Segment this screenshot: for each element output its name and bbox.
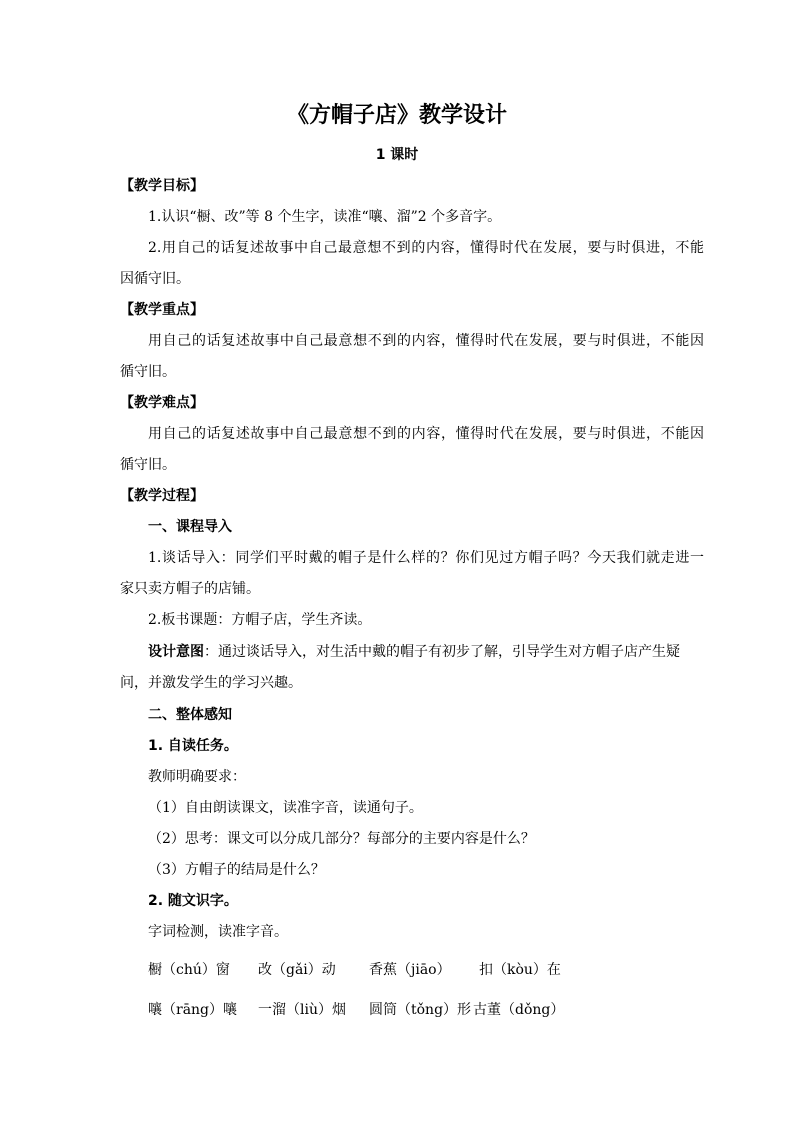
document-subtitle: 1 课时 xyxy=(375,147,419,163)
requirement-3: （3）方帽子的结局是什么？ xyxy=(148,862,325,878)
task-2-heading: 2. 随文识字。 xyxy=(148,893,238,909)
word-item: 圆筒（tǒng）形 xyxy=(369,1002,472,1018)
document-title: 《方帽子店》教学设计 xyxy=(286,103,507,128)
part-1-item-1-line-2: 家只卖方帽子的店铺。 xyxy=(120,581,260,597)
word-item: 扣（kòu）在 xyxy=(479,962,561,978)
key-heading: 【教学重点】 xyxy=(120,302,204,318)
key-line-1: 用自己的话复述故事中自己最意想不到的内容，懂得时代在发展，要与时俱进，不能因 xyxy=(148,333,704,349)
design-intent-line-1 xyxy=(120,642,704,662)
objective-1: 1.认识“橱、改”等 8 个生字，读准“嚷、溜”2 个多音字。 xyxy=(148,209,502,225)
word-item: 香蕉（jiāo） xyxy=(369,962,451,978)
design-intent-text: ：通过谈话导入，对生活中戴的帽子有初步了解，引导学生对方帽子店产生疑 xyxy=(204,644,680,660)
word-item: 嚷（rāng）嚷 xyxy=(148,1002,238,1018)
difficult-heading: 【教学难点】 xyxy=(120,395,204,411)
word-item: 橱（chú）窗 xyxy=(148,962,230,978)
word-item: 改（gǎi）动 xyxy=(258,962,336,978)
requirement-2: （2）思考：课文可以分成几部分？每部分的主要内容是什么？ xyxy=(148,831,535,847)
word-item: 古董（dǒng） xyxy=(473,1002,565,1018)
requirement-1: （1）自由朗读课文，读准字音，读通句子。 xyxy=(148,800,423,816)
part-2-heading: 二、整体感知 xyxy=(148,707,232,723)
design-intent-line-2: 问，并激发学生的学习兴趣。 xyxy=(120,675,302,691)
teacher-requirement: 教师明确要求： xyxy=(148,769,246,785)
task-1-heading: 1. 自读任务。 xyxy=(148,738,238,754)
part-1-item-2: 2.板书课题：方帽子店，学生齐读。 xyxy=(148,612,372,628)
objective-2-line-2: 因循守旧。 xyxy=(120,271,190,287)
part-1-item-1-line-1: 1.谈话导入：同学们平时戴的帽子是什么样的？你们见过方帽子吗？今天我们就走进一 xyxy=(148,550,704,566)
word-check-instruction: 字词检测，读准字音。 xyxy=(148,924,288,940)
word-item: 一溜（liù）烟 xyxy=(258,1002,346,1018)
design-intent-label: 设计意图 xyxy=(148,644,204,660)
difficult-line-2: 循守旧。 xyxy=(120,457,176,473)
objective-2-line-1: 2.用自己的话复述故事中自己最意想不到的内容，懂得时代在发展，要与时俱进，不能 xyxy=(148,240,704,256)
part-1-heading: 一、课程导入 xyxy=(148,519,232,535)
key-line-2: 循守旧。 xyxy=(120,364,176,380)
objectives-heading: 【教学目标】 xyxy=(120,178,204,194)
difficult-line-1: 用自己的话复述故事中自己最意想不到的内容，懂得时代在发展，要与时俱进，不能因 xyxy=(148,426,704,442)
process-heading: 【教学过程】 xyxy=(120,488,204,504)
